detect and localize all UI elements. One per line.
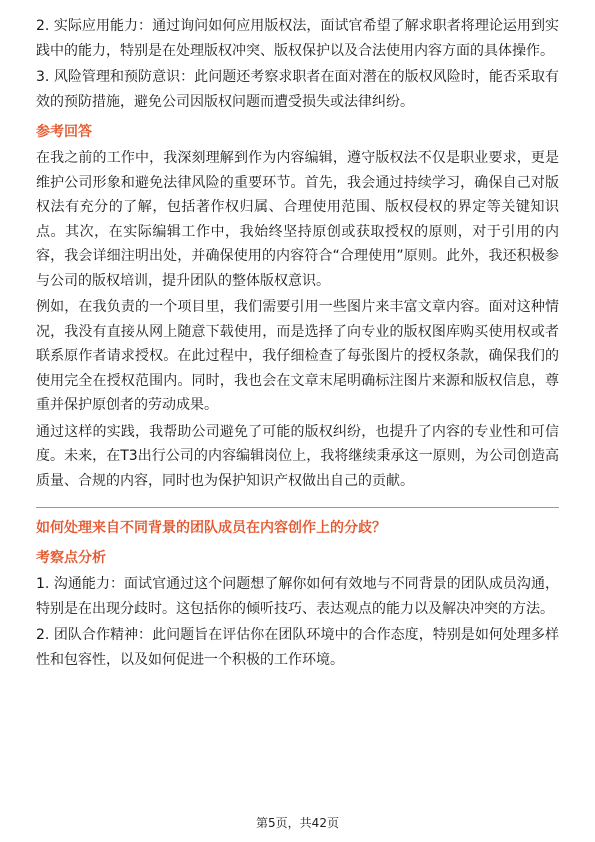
section-divider xyxy=(36,507,559,508)
analysis-heading: 考察点分析 xyxy=(36,550,106,566)
assessment-item-2: 2. 实际应用能力：通过询问如何应用版权法，面试官希望了解求职者将理论运用到实践中的能力，特别是在处理版权冲突、版权保护以及合法使用内容方面的具体操作。 xyxy=(36,18,559,59)
answer-paragraph-3: 通过这样的实践，我帮助公司避免了可能的版权纠纷，也提升了内容的专业性和可信度。未来，在T3出行公司的内容编辑岗位上，我将继续秉承这一原则，为公司创造高质量、合规的内容，同时也为保护知识产权做出自己的贡献。 xyxy=(36,423,559,489)
analysis-item-1: 1. 沟通能力：面试官通过这个问题想了解你如何有效地与不同背景的团队成员沟通，特别是在出现分歧时。这包括你的倾听技巧、表达观点的能力以及解决冲突的方法。 xyxy=(36,576,559,617)
page-number: 第5页，共42页 xyxy=(256,816,339,830)
answer-paragraph-2: 例如，在我负责的一个项目里，我们需要引用一些图片来丰富文章内容。面对这种情况，我没有直接从网上随意下载使用，而是选择了向专业的版权图库购买使用权或者联系原作者请求授权。在此过程中，我仔细检查了每张图片的授权条款，确保我们的使用完全在授权范围内。同时，我也会在文章末尾明确标注图片来源和版权信息，尊重并保护原创者的劳动成果。 xyxy=(36,299,559,413)
answer-paragraph-1: 在我之前的工作中，我深刻理解到作为内容编辑，遵守版权法不仅是职业要求，更是维护公司形象和避免法律风险的重要环节。首先，我会通过持续学习，确保自己对版权法有充分的了解，包括著作权归属、合理使用范围、版权侵权的界定等关键知识点。其次，在实际编辑工作中，我始终坚持原创或获取授权的原则，对于引用的内容，我会详细注明出处，并确保使用的内容符合“合理使用”原则。此外，我还积极参与公司的版权培训，提升团队的整体版权意识。 xyxy=(36,150,559,289)
question-title: 如何处理来自不同背景的团队成员在内容创作上的分歧？ xyxy=(36,520,386,536)
reference-answer-heading: 参考回答 xyxy=(36,124,92,140)
assessment-item-3: 3. 风险管理和预防意识：此问题还考察求职者在面对潜在的版权风险时，能否采取有效的预防措施，避免公司因版权问题而遭受损失或法律纠纷。 xyxy=(36,69,559,110)
analysis-item-2: 2. 团队合作精神：此问题旨在评估你在团队环境中的合作态度，特别是如何处理多样性和包容性，以及如何促进一个积极的工作环境。 xyxy=(36,627,559,668)
document-page xyxy=(36,14,559,674)
